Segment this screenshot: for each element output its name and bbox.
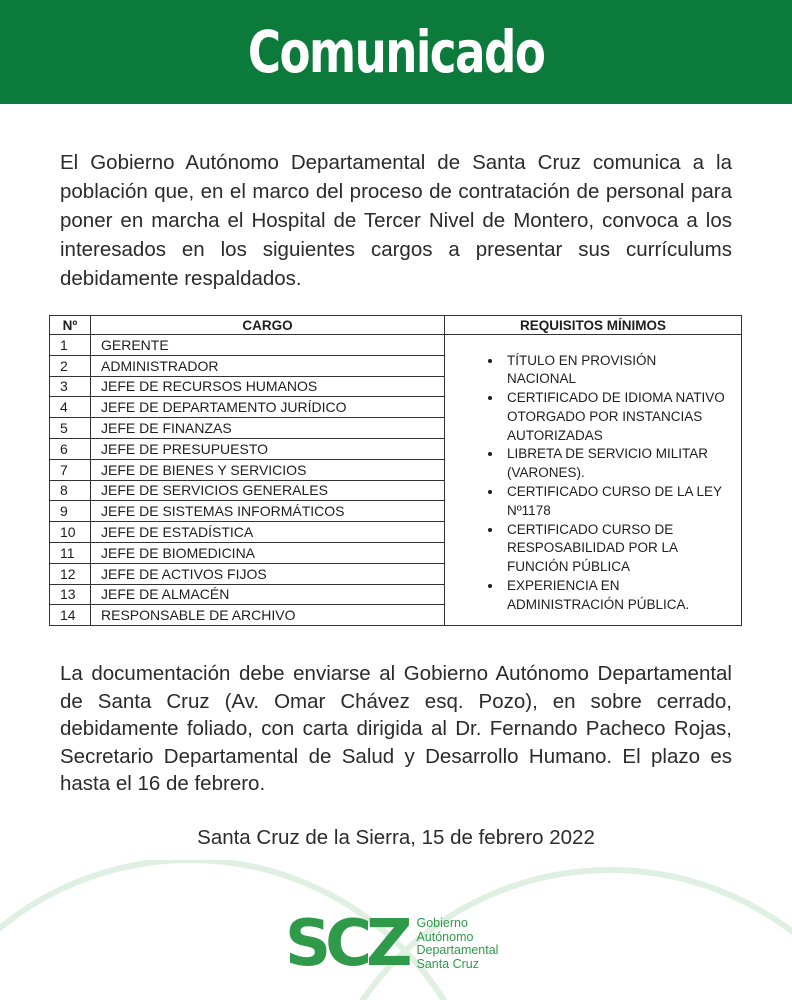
logo-mark: SCZ (285, 907, 407, 981)
requirement-item: • TÍTULO EN PROVISIÓN NACIONAL (503, 352, 729, 390)
row-cargo: GERENTE (91, 335, 445, 356)
row-cargo: JEFE DE BIENES Y SERVICIOS (91, 459, 445, 480)
row-cargo: RESPONSABLE DE ARCHIVO (91, 605, 445, 626)
row-cargo: JEFE DE ALMACÉN (91, 584, 445, 605)
dateline: Santa Cruz de la Sierra, 15 de febrero 2022 (197, 826, 595, 849)
requirements-list (477, 352, 729, 615)
row-cargo: JEFE DE PRESUPUESTO (91, 438, 445, 459)
requirement-item: • LIBRETA DE SERVICIO MILITAR (VARONES). (503, 445, 729, 483)
closing-paragraph: La documentación debe enviarse al Gobierno Autónomo Departamental de Santa Cruz (Av. Omar Chávez esq. Pozo), en sobre cerrado, debidamente foliado, con carta dirigida al Dr. Fernando Pacheco Rojas, Secretario Departamental de Salud y Desarrollo Humano. El plazo es hasta el 16 de febrero. (60, 662, 732, 795)
table-body (50, 335, 742, 626)
row-number: 2 (50, 355, 91, 376)
row-cargo: JEFE DE SERVICIOS GENERALES (91, 480, 445, 501)
row-number: 4 (50, 397, 91, 418)
requirement-item: • CERTIFICADO CURSO DE LA LEY Nº1178 (503, 483, 729, 521)
row-number: 9 (50, 501, 91, 522)
row-number: 12 (50, 563, 91, 584)
requirement-item: • CERTIFICADO DE IDIOMA NATIVO OTORGADO POR INSTANCIAS AUTORIZADAS (503, 389, 729, 445)
scz-logo (285, 907, 499, 981)
row-number: 11 (50, 542, 91, 563)
row-cargo: JEFE DE FINANZAS (91, 418, 445, 439)
logo-line: Santa Cruz (416, 956, 479, 971)
row-number: 13 (50, 584, 91, 605)
row-number: 3 (50, 376, 91, 397)
row-cargo: JEFE DE SISTEMAS INFORMÁTICOS (91, 501, 445, 522)
row-number: 8 (50, 480, 91, 501)
header-num: Nº (50, 316, 91, 335)
row-cargo: JEFE DE DEPARTAMENTO JURÍDICO (91, 397, 445, 418)
table-row (50, 335, 742, 356)
page-title: Comunicado (247, 18, 545, 86)
row-cargo: JEFE DE ACTIVOS FIJOS (91, 563, 445, 584)
table-header-row (50, 316, 742, 335)
logo-line: Autónomo (416, 929, 474, 944)
requirement-item: • CERTIFICADO CURSO DE RESPOSABILIDAD POR LA FUNCIÓN PÚBLICA (503, 521, 729, 577)
row-number: 10 (50, 522, 91, 543)
header-cargo: CARGO (91, 316, 445, 335)
header-requisitos: REQUISITOS MÍNIMOS (445, 316, 742, 335)
row-number: 5 (50, 418, 91, 439)
logo-text (416, 917, 498, 971)
row-number: 1 (50, 335, 91, 356)
positions-table (49, 315, 742, 626)
row-cargo: JEFE DE RECURSOS HUMANOS (91, 376, 445, 397)
logo-line: Departamental (416, 943, 499, 957)
row-cargo: JEFE DE ESTADÍSTICA (91, 522, 445, 543)
row-cargo: ADMINISTRADOR (91, 355, 445, 376)
intro-paragraph: El Gobierno Autónomo Departamental de Santa Cruz comunica a la población que, en el marco del proceso de contratación de personal para poner en marcha el Hospital de Tercer Nivel de Montero, convoca a los interesados en los siguientes cargos a presentar sus currículums debidamente respaldados. (60, 151, 732, 290)
requirement-item: • EXPERIENCIA EN ADMINISTRACIÓN PÚBLICA. (503, 577, 729, 615)
row-number: 7 (50, 459, 91, 480)
requirements-cell (445, 335, 742, 626)
row-number: 6 (50, 438, 91, 459)
row-number: 14 (50, 605, 91, 626)
row-cargo: JEFE DE BIOMEDICINA (91, 542, 445, 563)
header-banner (0, 0, 792, 104)
logo-line: Gobierno (416, 916, 468, 930)
